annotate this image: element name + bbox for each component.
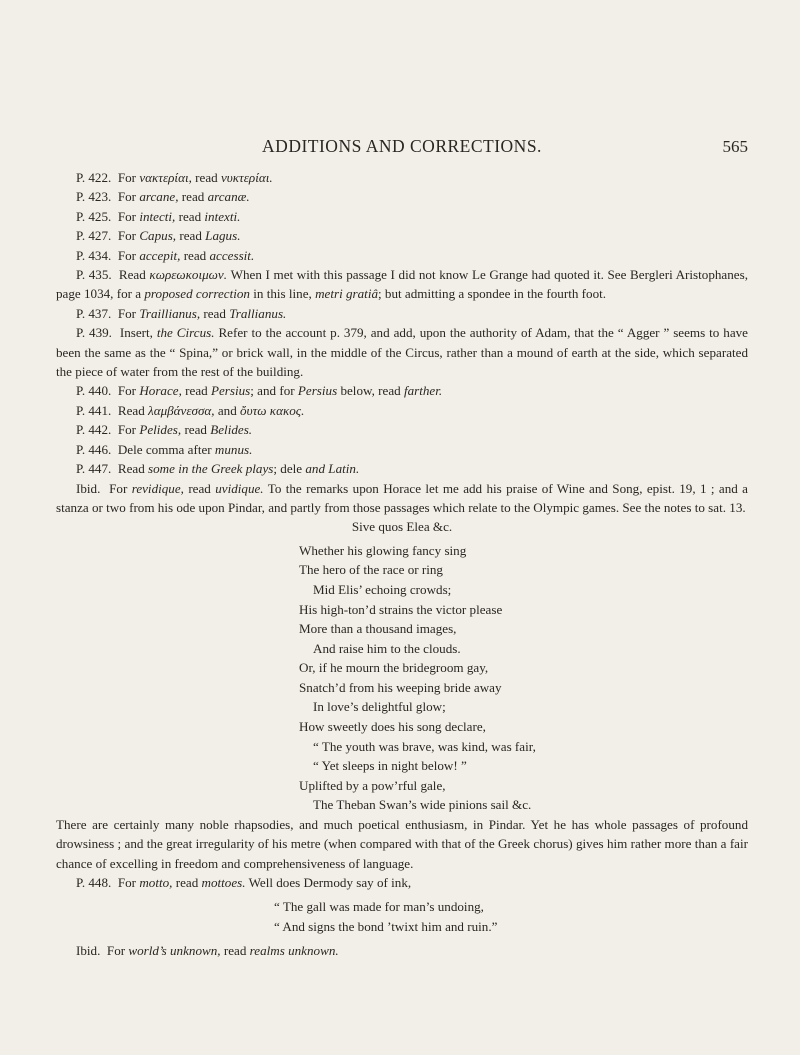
wrong-reading: revidique, (131, 480, 184, 496)
poem-line: Mid Elis’ echoing crowds; (313, 581, 452, 597)
correction-p423 (56, 187, 748, 206)
italic-text: proposed correction (144, 286, 250, 302)
correction-p439 (56, 323, 748, 381)
page-ref: P. 448. (76, 875, 112, 891)
wrong-reading: intecti, (139, 208, 176, 224)
correct-reading: arcanæ. (207, 189, 250, 205)
quote-line: “ And signs the bond ’twixt him and ruin.” (274, 918, 498, 934)
correction-p446 (56, 440, 748, 459)
entry-text: For (117, 228, 137, 244)
page-header (56, 116, 748, 164)
poem-intro: Sive quos Elea &c. (351, 519, 453, 535)
entry-text: Refer to the account p. 379, and add, upon the authority of Adam, that the “ Agger ” seems to have been the same as the “ Spina,” or brick wall, in the middle of the Circus, rather than a mound of earth at the side, which separated the piece of water from the rest of the building. (56, 325, 748, 380)
entry-text: read (175, 875, 199, 891)
correction-ibid-1 (56, 479, 748, 518)
wrong-reading: accepit, (139, 247, 181, 263)
poem-line: His high-ton’d strains the victor please (299, 601, 503, 617)
entry-text: Read (117, 402, 145, 418)
greek-reading: λαμβάνεσσα, (148, 402, 215, 418)
correct-reading: Belides. (210, 422, 253, 438)
poem-line: The Theban Swan’s wide pinions sail &c. (313, 797, 532, 813)
wrong-reading: world’s unknown, (128, 942, 221, 958)
correction-p435 (56, 265, 748, 304)
correction-p440 (56, 381, 748, 400)
page-ref: P. 422. (76, 170, 112, 185)
poem-line: Or, if he mourn the bridegroom gay, (299, 660, 489, 676)
wrong-reading: Pelides, (139, 422, 182, 438)
entry-text: Dele comma after (117, 441, 212, 457)
correction-p437 (56, 304, 748, 323)
correction-ibid-2 (56, 941, 748, 960)
poem (299, 541, 748, 815)
entry-text: Read (117, 461, 145, 477)
correct-reading: Lagus. (205, 228, 241, 244)
entry-text: For (106, 942, 126, 958)
entry-text: in this line, (253, 286, 312, 302)
corrections-list (56, 168, 748, 960)
correction-p441 (56, 401, 748, 420)
poem-line: Snatch’d from his weeping bride away (299, 679, 502, 695)
commentary-paragraph: There are certainly many noble rhapsodies, and much poetical enthusiasm, in Pindar. Yet he has whole passages of profound drowsiness ; and the great irregularity of his metre (when compared with that of the Greek chorus) gives him rather more than a fair chance of excelling in freedom and comprehensiveness of language. (56, 817, 748, 871)
correct-reading: intexti. (204, 208, 241, 224)
quote-line: “ The gall was made for man’s undoing, (274, 898, 484, 914)
poem-line: In love’s delightful glow; (313, 699, 446, 715)
correction-p442 (56, 420, 748, 439)
page-ref: P. 425. (76, 208, 112, 224)
entry-text: For (117, 383, 137, 399)
italic-text: Persius (297, 383, 338, 399)
entry-text: For (117, 170, 137, 185)
poem-line: “ The youth was brave, was kind, was fair, (313, 738, 536, 754)
entry-text: Insert, (119, 325, 153, 341)
italic-text: metri gratiâ (315, 286, 379, 302)
wrong-reading: Capus, (139, 228, 177, 244)
correct-reading: uvidique. (215, 480, 264, 496)
entry-text: For (117, 875, 137, 891)
page-ref: Ibid. (76, 942, 101, 958)
entry-text: ; and for (250, 383, 295, 399)
entry-text: read (181, 189, 205, 205)
correction-p427 (56, 226, 748, 245)
correction-p422 (56, 168, 748, 187)
correct-reading: mottoes. (201, 875, 246, 891)
italic-text: munus. (214, 441, 253, 457)
poem-line: How sweetly does his song declare, (299, 719, 486, 735)
entry-text: ; but admitting a spondee in the fourth foot. (378, 286, 607, 302)
running-head: ADDITIONS AND CORRECTIONS. (262, 136, 542, 156)
page-number: 565 (722, 137, 748, 156)
correct-reading: accessit. (209, 247, 255, 263)
poem-line: Uplifted by a pow’rful gale, (299, 777, 446, 793)
wrong-reading: motto, (139, 875, 173, 891)
entry-text: and (217, 402, 237, 418)
correct-reading: Persius (210, 383, 251, 399)
entry-text: read (188, 480, 211, 496)
entry-text: To the remarks upon Horace let me add his praise of Wine and Song, epist. 19, 1 ; and a stanza or two from his ode upon Pindar, and partly from those passages which relate to the Olympic games. See the notes to sat. 13. (56, 480, 748, 515)
page-ref: P. 423. (76, 189, 112, 205)
poem-line: “ Yet sleeps in night below! ” (313, 758, 467, 774)
correction-p447 (56, 459, 748, 478)
page-ref: P. 434. (76, 247, 112, 263)
page-ref: P. 447. (76, 461, 112, 477)
correction-p434 (56, 246, 748, 265)
page-ref: P. 440. (76, 383, 112, 399)
entry-text: For (117, 208, 137, 224)
page-ref: P. 427. (76, 228, 112, 244)
entry-text: ; dele (273, 461, 303, 477)
entry-text: Read (118, 267, 146, 283)
correct-reading: realms unknown. (249, 942, 339, 958)
page-ref: P. 437. (76, 305, 112, 321)
page-ref: P. 435. (76, 267, 112, 283)
page-ref: P. 441. (76, 402, 112, 418)
entry-text: For (117, 422, 137, 438)
italic-text: and Latin. (305, 461, 360, 477)
correct-reading: νυκτερίαι. (220, 170, 273, 185)
entry-text: read (185, 383, 208, 399)
page-ref: Ibid. (76, 480, 101, 496)
page-ref: P. 442. (76, 422, 112, 438)
dermody-quote (274, 897, 748, 937)
entry-text: When I met with this passage I did not know Le Grange had quoted it. See Bergleri Aristophanes, page 1034, for a (56, 267, 748, 302)
entry-text: below, read (340, 383, 401, 399)
entry-text: For (109, 480, 128, 496)
entry-text: read (203, 305, 226, 321)
greek-reading: κωρεωκοιμων. (149, 267, 228, 283)
poem-line: More than a thousand images, (299, 621, 457, 637)
entry-text: read (184, 422, 207, 438)
poem-line: Whether his glowing fancy sing (299, 542, 467, 558)
greek-reading: ὄυτω κακος. (240, 402, 305, 418)
italic-text: the Circus. (156, 325, 215, 341)
wrong-reading: Traillianus, (139, 305, 201, 321)
poem-line: The hero of the race or ring (299, 562, 443, 578)
wrong-reading: νακτερίαι, (139, 170, 192, 185)
correction-p448 (56, 873, 748, 892)
page-ref: P. 446. (76, 441, 112, 457)
page-ref: P. 439. (76, 325, 112, 341)
entry-text: Well does Dermody say of ink, (248, 875, 412, 891)
correct-reading: Trallianus. (229, 305, 287, 321)
entry-text: For (117, 247, 137, 263)
entry-text: For (117, 189, 137, 205)
wrong-reading: Horace, (139, 383, 182, 399)
entry-text: read (178, 208, 202, 224)
correction-p425 (56, 207, 748, 226)
entry-text: For (117, 305, 137, 321)
entry-text: read (179, 228, 202, 244)
entry-text: read (183, 247, 207, 263)
italic-text: farther. (403, 383, 443, 399)
entry-text: read (195, 170, 218, 185)
entry-text: read (223, 942, 247, 958)
poem-line: And raise him to the clouds. (313, 640, 461, 656)
wrong-reading: arcane, (139, 189, 179, 205)
italic-text: some in the Greek plays (148, 461, 274, 477)
